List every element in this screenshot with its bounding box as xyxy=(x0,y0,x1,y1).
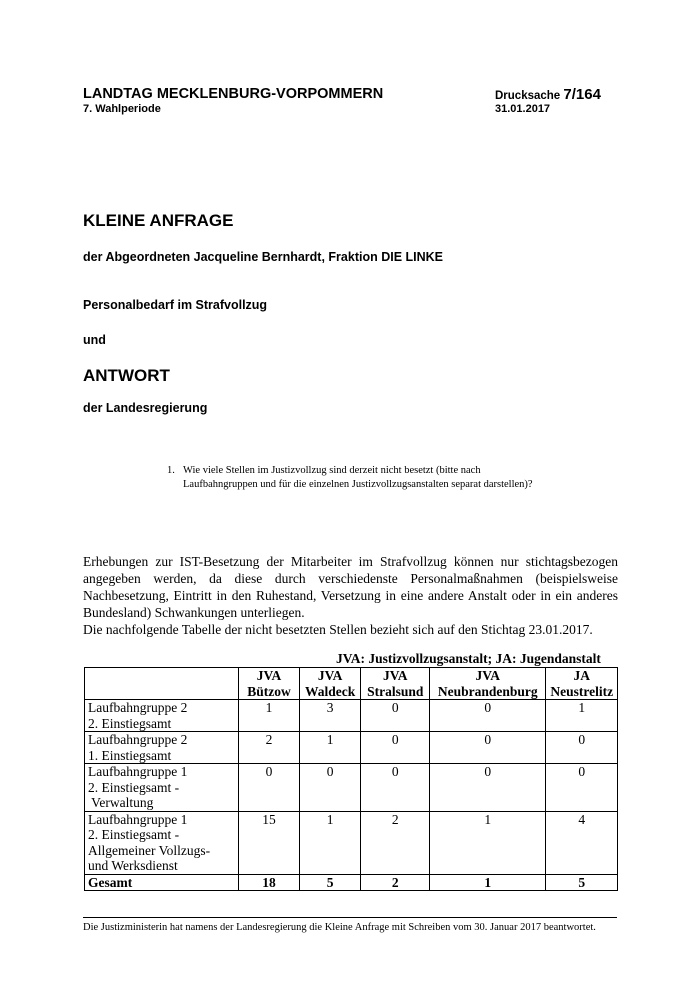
table-cell: 0 xyxy=(299,764,361,812)
footnote: Die Justizministerin hat namens der Landesregierung die Kleine Anfrage mit Schreiben vom 30. Januar 2017 beantwortet. xyxy=(83,922,596,933)
table-row xyxy=(85,764,618,812)
table-row xyxy=(85,732,618,764)
vacancy-table xyxy=(84,667,618,891)
responder: der Landesregierung xyxy=(83,401,208,415)
legislative-period: 7. Wahlperiode xyxy=(83,103,161,115)
document-number-line xyxy=(495,86,601,103)
column-header: JVA Bützow xyxy=(239,668,299,700)
table-cell: 0 xyxy=(430,732,546,764)
table-cell: 1 xyxy=(430,811,546,874)
table-header-row xyxy=(85,668,618,700)
table-cell: 4 xyxy=(546,811,618,874)
row-label: Laufbahngruppe 2 2. Einstiegsamt xyxy=(85,700,239,732)
table-cell: 2 xyxy=(361,811,430,874)
question-text: Wie viele Stellen im Justizvollzug sind derzeit nicht besetzt (bitte nach Laufbahngruppen und für die einzelnen Justizvollzugsanstalten separat darstellen)? xyxy=(183,465,533,490)
table-row xyxy=(85,700,618,732)
column-header: JVA Waldeck xyxy=(299,668,361,700)
table-cell: 3 xyxy=(299,700,361,732)
document-number: 7/164 xyxy=(563,86,601,103)
total-cell: 1 xyxy=(430,874,546,891)
inquiry-author: der Abgeordneten Jacqueline Bernhardt, Fraktion DIE LINKE xyxy=(83,250,444,264)
column-header: JA Neustrelitz xyxy=(546,668,618,700)
table-cell: 1 xyxy=(299,732,361,764)
table-cell: 0 xyxy=(430,764,546,812)
row-label: Laufbahngruppe 1 2. Einstiegsamt - Verwaltung xyxy=(85,764,239,812)
row-label: Laufbahngruppe 2 1. Einstiegsamt xyxy=(85,732,239,764)
conjunction-und: und xyxy=(83,333,106,347)
total-label: Gesamt xyxy=(85,874,239,891)
document-date: 31.01.2017 xyxy=(495,103,551,115)
inquiry-subject: Personalbedarf im Strafvollzug xyxy=(83,298,268,312)
document-label: Drucksache xyxy=(495,90,561,102)
table-cell: 0 xyxy=(361,700,430,732)
total-cell: 5 xyxy=(546,874,618,891)
question-number: 1. xyxy=(167,465,175,476)
table-cell: 2 xyxy=(239,732,299,764)
table-cell: 0 xyxy=(239,764,299,812)
total-cell: 5 xyxy=(299,874,361,891)
table-cell: 1 xyxy=(546,700,618,732)
table-cell: 1 xyxy=(239,700,299,732)
header-empty-cell xyxy=(85,668,239,700)
table-cell: 1 xyxy=(299,811,361,874)
table-intro: Die nachfolgende Tabelle der nicht besetzten Stellen bezieht sich auf den Stichtag 23.01.2017. xyxy=(83,622,593,637)
row-label: Laufbahngruppe 1 2. Einstiegsamt - Allgemeiner Vollzugs- und Werksdienst xyxy=(85,811,239,874)
table-cell: 0 xyxy=(546,732,618,764)
answer-paragraph: Erhebungen zur IST-Besetzung der Mitarbeiter im Strafvollzug können nur stichtagsbezogen angegeben werden, da diese durch verschiedenste Personalmaßnahmen (beispielsweise Nachbesetzung, Eintritt in den Ruhestand, Versetzung in eine andere Anstalt oder in ein anderes Bundesland) Schwankungen unterliegen. xyxy=(83,554,618,620)
total-row xyxy=(85,874,618,891)
question-block xyxy=(167,464,547,492)
table-cell: 0 xyxy=(361,732,430,764)
column-header: JVA Stralsund xyxy=(361,668,430,700)
footnote-divider xyxy=(83,917,617,918)
answer-body xyxy=(83,553,618,638)
column-header: JVA Neubrandenburg xyxy=(430,668,546,700)
table-cell: 0 xyxy=(361,764,430,812)
total-cell: 2 xyxy=(361,874,430,891)
table-cell: 15 xyxy=(239,811,299,874)
table-row xyxy=(85,811,618,874)
total-cell: 18 xyxy=(239,874,299,891)
table-caption: JVA: Justizvollzugsanstalt; JA: Jugendanstalt xyxy=(336,651,601,666)
table-cell: 0 xyxy=(546,764,618,812)
answer-heading: ANTWORT xyxy=(83,366,170,385)
inquiry-type-heading: KLEINE ANFRAGE xyxy=(83,211,234,230)
table-cell: 0 xyxy=(430,700,546,732)
parliament-name: LANDTAG MECKLENBURG-VORPOMMERN xyxy=(83,86,384,102)
